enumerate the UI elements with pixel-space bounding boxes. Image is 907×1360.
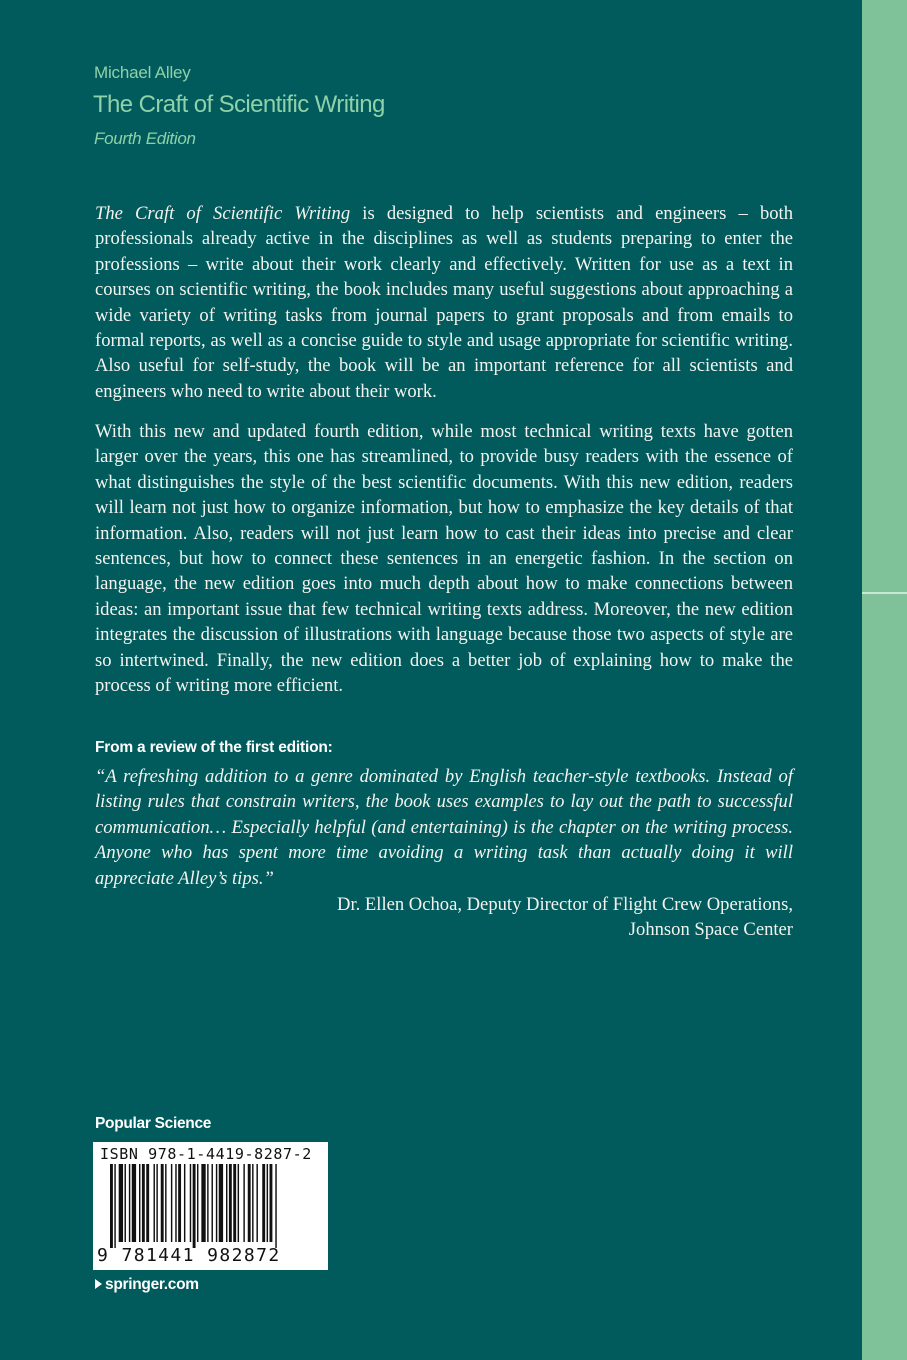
isbn-number: ISBN 978-1-4419-8287-2 [100, 1145, 312, 1163]
arrow-right-icon [95, 1279, 102, 1289]
isbn-barcode [93, 1142, 328, 1270]
barcode-bar [190, 1164, 191, 1242]
barcode-bar [201, 1164, 205, 1242]
barcode-bar [193, 1164, 196, 1248]
description-paragraph-1 [95, 201, 793, 404]
barcode-bar [142, 1164, 145, 1242]
attribution-line-1: Dr. Ellen Ochoa, Deputy Director of Flight Crew Operations, [337, 894, 793, 915]
barcode-bar [212, 1164, 213, 1242]
barcode-bar [114, 1164, 115, 1248]
review-heading: From a review of the first edition: [95, 739, 333, 756]
barcode-bar [184, 1164, 185, 1242]
barcode-bar [248, 1164, 251, 1242]
barcode-bar [243, 1164, 244, 1242]
barcode-bar [270, 1164, 273, 1242]
barcode-bar [171, 1164, 172, 1242]
review-quote: “A refreshing addition to a genre dominated by English teacher-style textbooks. Instead of listing rules that constrain writers, the book uses examples to lay out the path to successful communication… Especially helpful (and entertaining) is the chapter on the writing process. Anyone who has spent more time avoiding a writing task than actually doing it will appreciate Alley’s tips.” [95, 766, 793, 889]
attribution-line-2: Johnson Space Center [628, 919, 793, 941]
barcode-bar [233, 1164, 236, 1242]
strip-divider [862, 592, 907, 594]
ean-digits: 9 781441 982872 [97, 1245, 281, 1266]
barcode-bar [175, 1164, 176, 1242]
barcode-bar [110, 1164, 113, 1248]
barcode-bar [229, 1164, 232, 1242]
review-attribution [95, 892, 793, 943]
barcode-bar [156, 1164, 157, 1242]
category-label: Popular Science [95, 1115, 212, 1132]
inline-book-title: The Craft of Scientific Writing [95, 203, 351, 224]
description-paragraph-2: With this new and updated fourth edition, while most technical writing texts have gotten larger over the years, this one has streamlined, to provide busy readers with the essence of what distinguishes the style of the best scientific documents. With this new edition, readers will learn not just how to organize information, but how to emphasize the key details of that information. Also, readers will not just learn how to cast their ideas into precise and clear sentences, but how to connect these sentences in an energetic fashion. In the section on language, the new edition goes into much depth about how to make connections between ideas: an important issue that few technical writing texts address. Moreover, the new edition integrates the discussion of illustrations with language because those two aspects of style are so intertwined. Finally, the new edition does a better job of explaining how to make the process of writing more efficient. [95, 421, 793, 697]
barcode-bar [125, 1164, 126, 1242]
barcode-bar [161, 1164, 164, 1242]
barcode-bar [275, 1164, 276, 1248]
barcode-bar [139, 1164, 140, 1242]
barcode-bar [207, 1164, 208, 1242]
publisher-link[interactable] [95, 1276, 199, 1294]
barcode-bar [252, 1164, 253, 1242]
description-paragraph-1-text: is designed to help scientists and engineers – both professionals already active in the disciplines as well as students preparing to enter the professions – write about their work clearly and effectively. Written for use as a text in courses on scientific writing, the book includes many useful suggestions about approaching a wide variety of writing tasks from journal papers to grant proposals and from emails to formal reports, as well as a concise guide to style and usage appropriate for scientific writing. Also useful for self-study, the book will be an important reference for all scientists and engineers who need to write about their work. [95, 203, 793, 402]
barcode-bar [129, 1164, 130, 1242]
barcode-bar [197, 1164, 198, 1242]
barcode-bar [165, 1164, 166, 1242]
barcode-bar [256, 1164, 257, 1242]
book-title: The Craft of Scientific Writing [93, 91, 385, 118]
barcode-bar [132, 1164, 136, 1242]
barcode-bar [267, 1164, 268, 1242]
edition-label: Fourth Edition [94, 129, 196, 148]
barcode-bar [216, 1164, 217, 1242]
author-name: Michael Alley [94, 63, 191, 82]
barcode-bar [219, 1164, 223, 1242]
barcode-bar [262, 1164, 265, 1242]
barcode-bar [154, 1164, 155, 1242]
barcode-bar [238, 1164, 239, 1242]
barcode-bar [146, 1164, 149, 1242]
barcode-bar [119, 1164, 123, 1242]
barcode-bar [178, 1164, 181, 1242]
spine-color-strip [862, 0, 907, 1360]
barcode-bar [226, 1164, 227, 1242]
publisher-url: springer.com [105, 1276, 199, 1293]
